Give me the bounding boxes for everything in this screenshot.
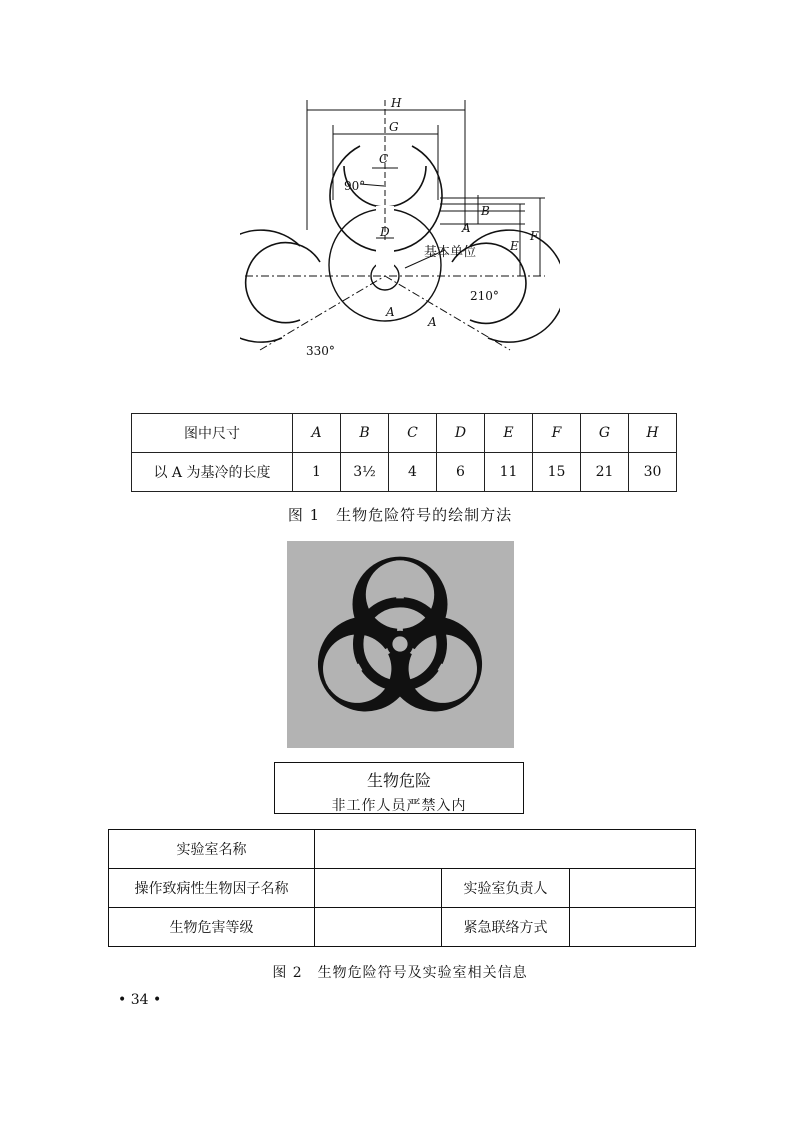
- table-cell: H: [629, 414, 677, 453]
- dim-label-h: H: [391, 96, 402, 110]
- table-cell: 15: [533, 453, 581, 492]
- sign-title: 生物危险: [366, 771, 431, 790]
- biohazard-construction-diagram: [240, 88, 560, 400]
- base-unit-label: 基本单位: [424, 245, 477, 260]
- sign-subtitle: 非工作人员严禁入内: [331, 798, 467, 814]
- biohazard-icon: [305, 549, 495, 739]
- table-row: [132, 414, 677, 453]
- table-cell: 21: [581, 453, 629, 492]
- emergency-contact-label: 紧急联络方式: [442, 908, 570, 947]
- row-header-dimension: 图中尺寸: [132, 414, 293, 453]
- pathogen-label: 操作致病性生物因子名称: [109, 869, 315, 908]
- hazard-level-value: [315, 908, 442, 947]
- table-cell: G: [581, 414, 629, 453]
- lab-head-label: 实验室负责人: [442, 869, 570, 908]
- table-cell: 1: [293, 453, 341, 492]
- figure2-caption: 图 2 生物危险符号及实验室相关信息: [272, 965, 528, 981]
- lab-name-label: 实验室名称: [109, 830, 315, 869]
- table-cell: A: [293, 414, 341, 453]
- dim-label-a-top: A: [462, 221, 471, 235]
- dim-label-g: G: [389, 120, 399, 134]
- lab-info-table: [108, 829, 696, 947]
- table-cell: F: [533, 414, 581, 453]
- dim-label-d: D: [380, 225, 390, 239]
- lab-head-value: [570, 869, 696, 908]
- table-cell: C: [389, 414, 437, 453]
- dimension-table: [131, 413, 677, 492]
- table-cell: 3½: [341, 453, 389, 492]
- figure1-caption: 图 1 生物危险符号的绘制方法: [287, 506, 513, 524]
- table-cell: 11: [485, 453, 533, 492]
- page-number: • 34 •: [118, 992, 162, 1008]
- table-cell: 4: [389, 453, 437, 492]
- dim-label-a-right: A: [428, 315, 437, 329]
- table-cell: B: [341, 414, 389, 453]
- table-cell: 30: [629, 453, 677, 492]
- emergency-contact-value: [570, 908, 696, 947]
- biohazard-symbol-panel: [287, 541, 514, 748]
- lab-name-value: [315, 830, 696, 869]
- table-cell: E: [485, 414, 533, 453]
- table-row: [109, 830, 696, 869]
- angle-label-90: 90°: [344, 179, 366, 193]
- angle-label-210: 210°: [470, 289, 499, 303]
- table-row: [109, 908, 696, 947]
- table-row: [109, 869, 696, 908]
- row-header-length: 以 A 为基冷的长度: [132, 453, 293, 492]
- angle-label-330: 330°: [306, 344, 335, 358]
- table-cell: 6: [437, 453, 485, 492]
- table-row: [132, 453, 677, 492]
- table-cell: D: [437, 414, 485, 453]
- pathogen-value: [315, 869, 442, 908]
- dim-label-e: E: [510, 239, 519, 253]
- warning-sign: [274, 762, 524, 814]
- dim-label-b: B: [481, 204, 490, 218]
- dim-label-c: C: [379, 152, 389, 166]
- dim-label-f: F: [530, 229, 539, 243]
- hazard-level-label: 生物危害等级: [109, 908, 315, 947]
- dim-label-a-left: A: [386, 305, 395, 319]
